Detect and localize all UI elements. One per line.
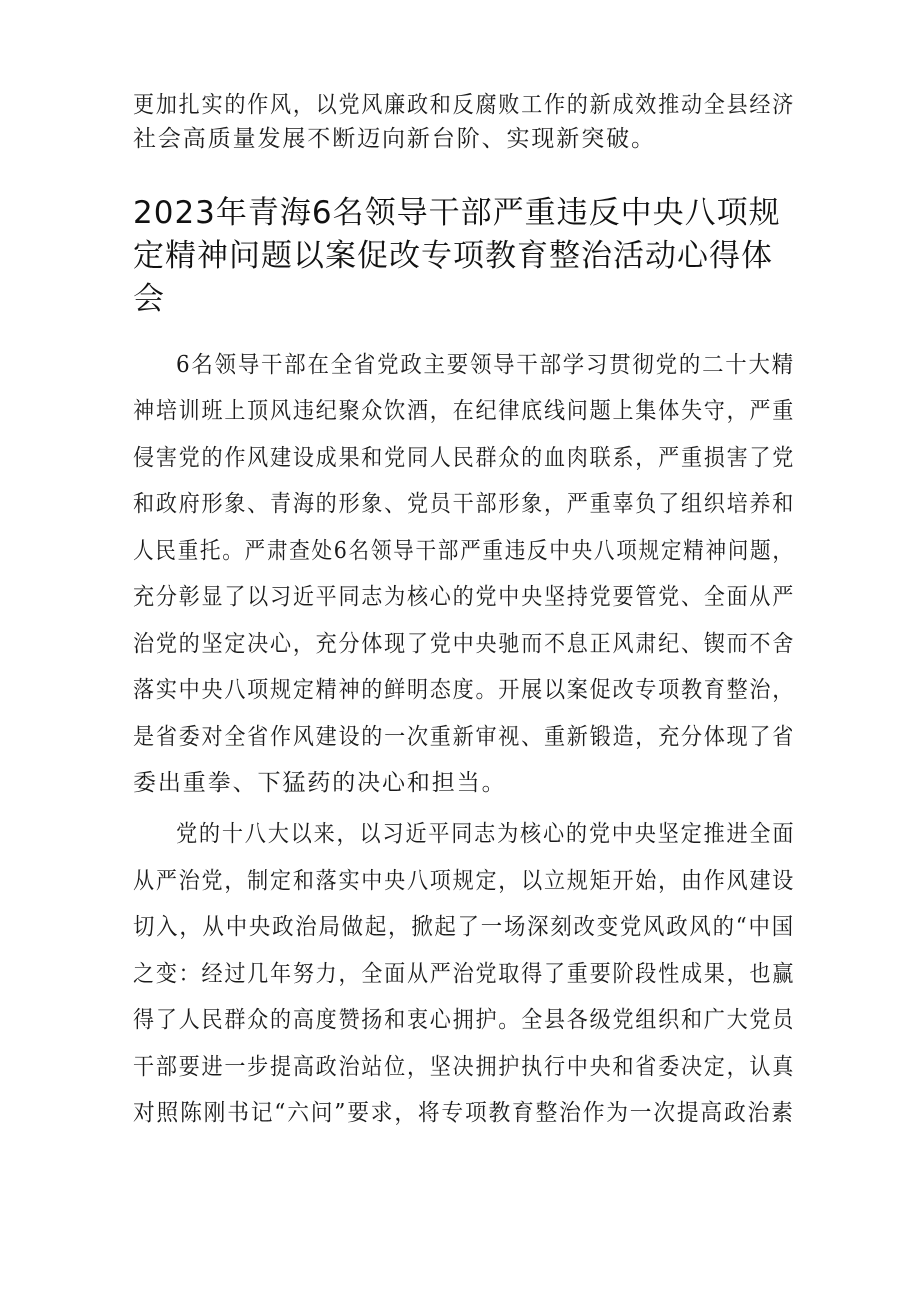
paragraph1-line-10: 委出重拳、下猛药的决心和担当。 — [133, 770, 507, 796]
article-title-line-1: 2023年青海6名领导干部严重违反中央八项规 — [133, 195, 781, 231]
paragraph1-line-2: 神培训班上顶风违纪聚众饮酒，在纪律底线问题上集体失守，严重 — [133, 398, 796, 424]
paragraph1-line-9: 是省委对全省作风建设的一次重新审视、重新锻造，充分体现了省 — [133, 724, 796, 750]
paragraph1-line-8: 落实中央八项规定精神的鲜明态度。开展以案促改专项教育整治， — [133, 677, 796, 703]
paragraph1-line-7: 治党的坚定决心，充分体现了党中央驰而不息正风肃纪、锲而不舍 — [133, 631, 796, 657]
paragraph1-line-4: 和政府形象、青海的形象、党员干部形象，严重辜负了组织培养和 — [133, 491, 796, 517]
paragraph2-line-5: 得了人民群众的高度赞扬和衷心拥护。全县各级党组织和广大党员 — [133, 1007, 796, 1033]
paragraph1-line-6: 充分彰显了以习近平同志为核心的党中央坚持党要管党、全面从严 — [133, 584, 796, 610]
article-title-line-2: 定精神问题以案促改专项教育整治活动心得体 — [133, 238, 773, 274]
paragraph2-line-1: 党的十八大以来，以习近平同志为核心的党中央坚定推进全面 — [176, 821, 796, 847]
paragraph2-line-6: 干部要进一步提高政治站位，坚决拥护执行中央和省委决定，认真 — [133, 1054, 796, 1080]
paragraph2-line-3: 切入，从中央政治局做起，掀起了一场深刻改变党风政风的“中国 — [133, 914, 795, 940]
paragraph2-line-7: 对照陈刚书记“六问”要求，将专项教育整治作为一次提高政治素 — [133, 1100, 795, 1126]
paragraph2-line-4: 之变：经过几年努力，全面从严治党取得了重要阶段性成果，也赢 — [133, 961, 796, 987]
paragraph1-line-5: 人民重托。严肃查处6名领导干部严重违反中央八项规定精神问题， — [133, 538, 795, 564]
paragraph1-line-1: 6名领导干部在全省党政主要领导干部学习贯彻党的二十大精 — [176, 352, 795, 378]
intro-line-2: 社会高质量发展不断迈向新台阶、实现新突破。 — [133, 126, 656, 152]
paragraph1-line-3: 侵害党的作风建设成果和党同人民群众的血肉联系，严重损害了党 — [133, 445, 796, 471]
paragraph2-line-2: 从严治党，制定和落实中央八项规定，以立规矩开始，由作风建设 — [133, 868, 796, 894]
article-title-line-3: 会 — [133, 281, 165, 317]
intro-line-1: 更加扎实的作风，以党风廉政和反腐败工作的新成效推动全县经济 — [133, 92, 796, 118]
